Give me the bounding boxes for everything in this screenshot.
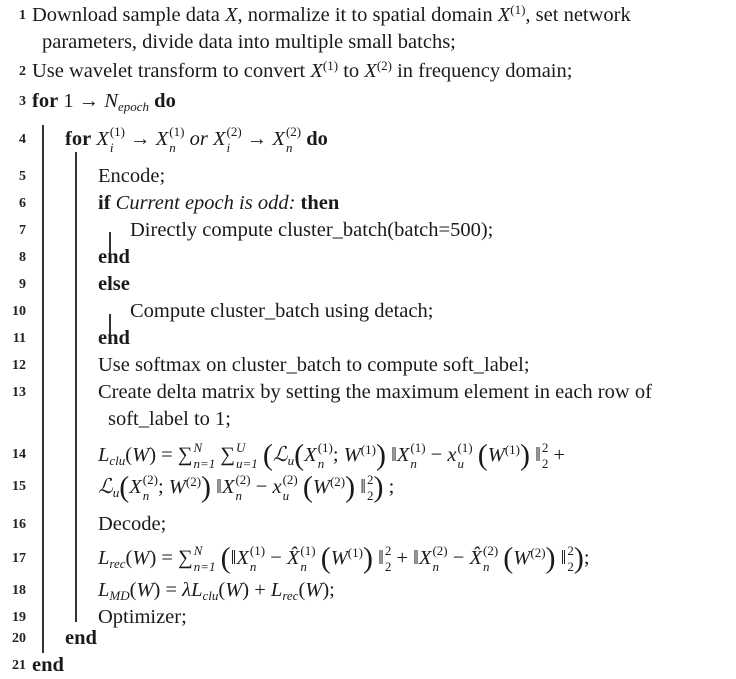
line-text: Encode; [98,165,166,187]
line-number: 15 [12,479,26,494]
line-text: else [98,273,130,295]
line-number: 9 [19,277,26,292]
line-text: Directly compute cluster_batch(batch=500); [130,219,494,241]
line-number: 4 [19,132,26,147]
for-epoch-block-rule [42,125,44,653]
line-text: end [98,327,130,349]
line-number: 16 [12,517,26,532]
line-text: for $1 \to N_{epoch}$ do [32,90,176,114]
line-number: 5 [19,169,26,184]
line-number: 7 [19,223,26,238]
line-text: parameters, divide data into multiple small batchs; [42,31,456,53]
line-number: 10 [12,304,26,319]
line-text: Use softmax on cluster_batch to compute soft_label; [98,354,530,376]
line-number: 1 [19,8,26,23]
line-number: 21 [12,658,26,673]
line-number: 20 [12,631,26,646]
line-text: Compute cluster_batch using detach; [130,300,434,322]
line-text: end [98,246,130,268]
line-number: 3 [19,94,26,109]
line-number: 8 [19,250,26,265]
line-text: if Current epoch is odd: then [98,192,340,214]
line-number: 13 [12,385,26,400]
total-loss-formula: $L_{MD}(W) = \lambda L_{clu}(W) + L_{rec}(W)$; [98,579,335,603]
line-number: 14 [12,447,26,462]
line-text: for X (1) i → X (1) n or X (2) i → X (2) n do [65,124,328,156]
line-number: 17 [12,551,26,566]
line-number: 2 [19,64,26,79]
reconstruction-loss-formula: $L_{rec}(W)$ = ∑ N n=1 (‖X (1) n − X̂ (1) n $(W^{(1)})$ ‖ 2 2 + ‖X (2) n − X̂ (2) n $(W^{(2)})$ ‖ 2 2 ); [98,541,590,575]
line-text: Decode; [98,513,167,535]
line-text: end [32,654,64,676]
line-text: soft_label to 1; [108,408,231,430]
clustering-loss-formula-cont: ℒ$_u$(X (2) n ; $W^{(2)}$) ‖X (2) n − x (2) u $(W^{(2)})$ ‖ 2 2 ) ; [98,470,395,504]
line-number: 18 [12,583,26,598]
line-number: 6 [19,196,26,211]
line-number: 19 [12,610,26,625]
line-text: Use wavelet transform to convert $X^{(1)}$ to $X^{(2)}$ in frequency domain; [32,57,573,82]
line-text: Download sample data X, normalize it to spatial domain $X^{(1)}$, set network [32,1,631,26]
line-text: Optimizer; [98,606,187,628]
for-batch-block-rule [75,152,77,622]
line-number: 12 [12,358,26,373]
line-text: end [65,627,97,649]
clustering-loss-formula: $L_{clu}(W)$ = ∑ N n=1 ∑ U u=1 (ℒ$_u$(X (1) n ; $W^{(1)}$) ‖X (1) n − x (1) u $(W^{(1)})$ ‖ 2 2 + [98,438,566,472]
line-text: Create delta matrix by setting the maximum element in each row of [98,381,652,403]
line-number: 11 [12,331,26,346]
